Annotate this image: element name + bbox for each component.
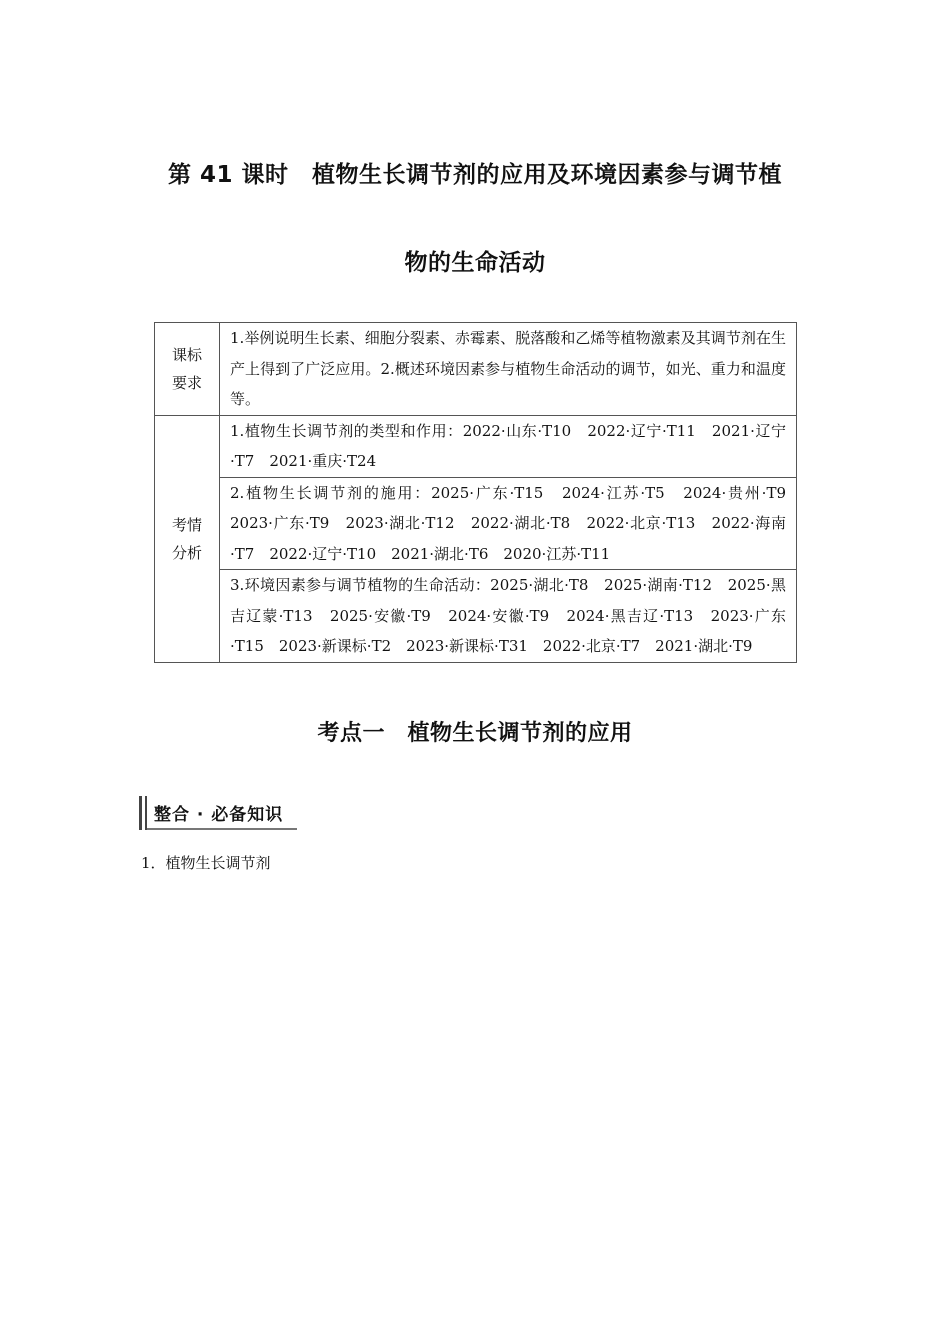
exam-analysis-cell-1: 1.植物生长调节剂的类型和作用：2022·山东·T10 2022·辽宁·T11 2021·辽宁·T7 2021·重庆·T24 — [220, 415, 797, 477]
row-label-line: 课标 — [171, 345, 202, 364]
knowledge-banner — [139, 796, 297, 830]
banner-bar-icon — [145, 796, 147, 830]
row-label-exam-analysis — [155, 415, 220, 662]
page-title-line-2: 物的生命活动 — [404, 250, 546, 276]
table-row — [155, 477, 797, 570]
list-item: 1．植物生长调节剂 — [141, 854, 271, 872]
banner-bar-icon — [139, 796, 142, 830]
row-label-line: 分析 — [171, 543, 202, 562]
curriculum-requirements-cell: 1.举例说明生长素、细胞分裂素、赤霉素、脱落酸和乙烯等植物激素及其调节剂在生产上得到了广泛应用。2.概述环境因素参与植物生命活动的调节，如光、重力和温度等。 — [220, 323, 797, 416]
row-label-line: 考情 — [171, 515, 202, 534]
banner-underline — [147, 828, 297, 830]
exam-analysis-cell-2: 2.植物生长调节剂的施用：2025·广东·T15 2024·江苏·T5 2024·贵州·T9 2023·广东·T9 2023·湖北·T12 2022·湖北·T8 2022·北京·T13 2022·海南·T7 2022·辽宁·T10 2021·湖北·T6 2020·江苏·T11 — [220, 477, 797, 570]
requirements-table — [154, 322, 802, 663]
table-row — [155, 415, 797, 477]
exam-analysis-cell-3: 3.环境因素参与调节植物的生命活动：2025·湖北·T8 2025·湖南·T12 2025·黑吉辽蒙·T13 2025·安徽·T9 2024·安徽·T9 2024·黑吉辽·T13 2023·广东·T15 2023·新课标·T2 2023·新课标·T31 2022·北京·T7 2021·湖北·T9 — [220, 570, 797, 663]
table-row — [155, 570, 797, 663]
row-label-line: 要求 — [171, 373, 202, 392]
page-title-line-1: 第 41 课时 植物生长调节剂的应用及环境因素参与调节植 — [167, 162, 783, 188]
row-label-curriculum — [155, 323, 220, 416]
section-title: 考点一 植物生长调节剂的应用 — [317, 721, 633, 746]
table-row — [155, 323, 797, 416]
banner-label: 整合 · 必备知识 — [154, 805, 284, 825]
